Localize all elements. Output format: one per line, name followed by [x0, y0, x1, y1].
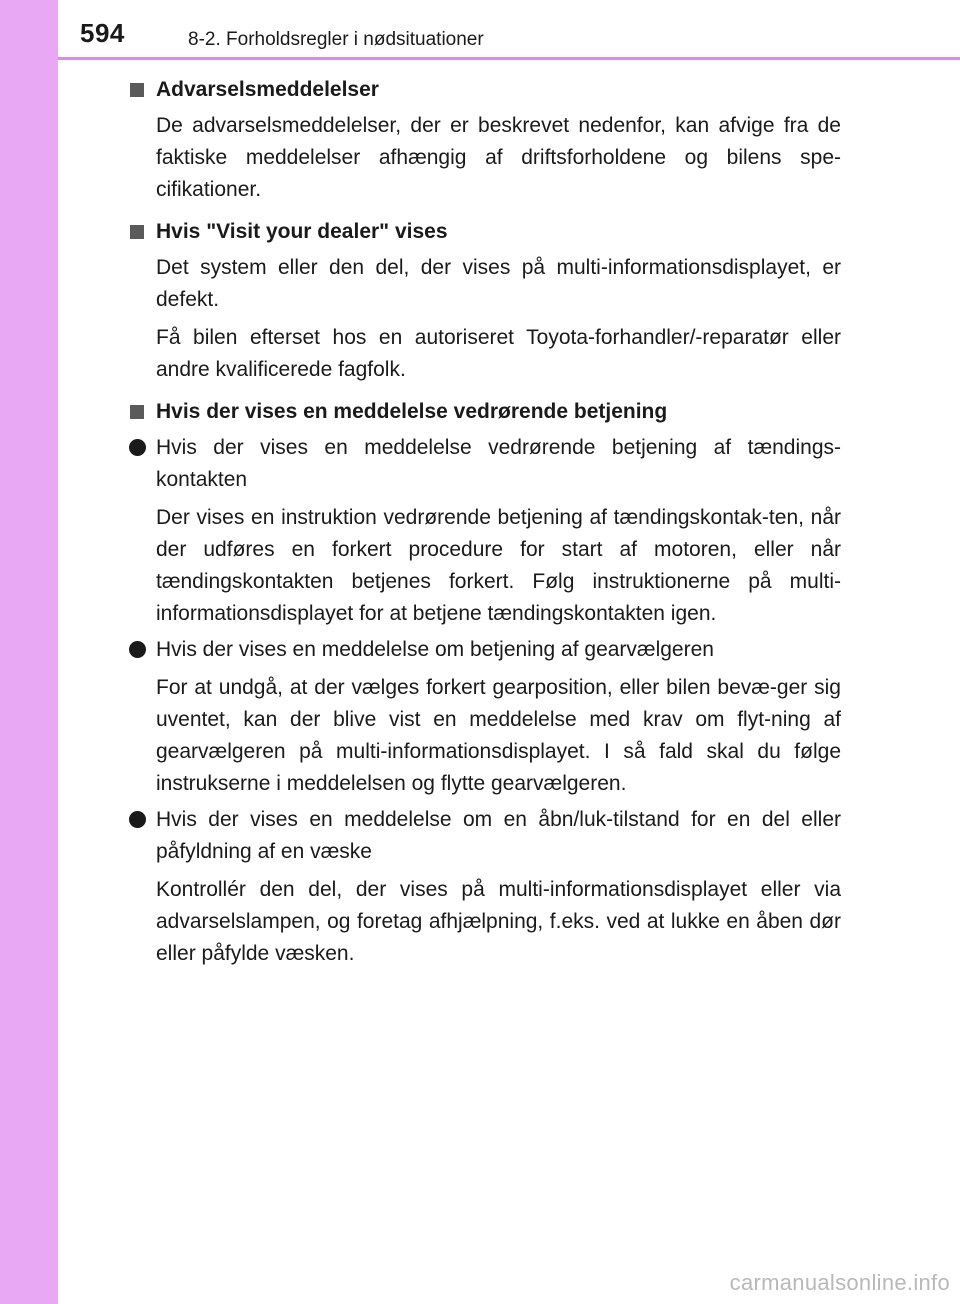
round-bullet-icon [129, 641, 146, 658]
paragraph: Kontrollér den del, der vises på multi-informationsdisplayet eller via advarselslampen, og foretag afhjælpning, f.eks. ved at lukke en åben dør eller påfylde væsken. [156, 878, 841, 965]
list-item [128, 804, 841, 868]
list-item [128, 634, 841, 666]
page-content [128, 70, 841, 970]
list-item-title: Hvis der vises en meddelelse om en åbn/luk-tilstand for en del eller påfyldning af en væske [156, 808, 841, 863]
section-title: 8-2. Forholdsregler i nødsituationer [188, 29, 484, 50]
list-item [128, 432, 841, 496]
paragraph: For at undgå, at der vælges forkert gearposition, eller bilen bevæ-ger sig uventet, kan der blive vist en meddelelse med krav om flyt-ning af gearvælgeren på multi-informationsdisplayet. I så fald skal du følge instrukserne i meddelelsen og flytte gearvælgeren. [156, 676, 841, 795]
list-item-title: Hvis der vises en meddelelse om betjening af gearvælgeren [156, 638, 714, 661]
square-bullet-icon [130, 83, 144, 97]
square-bullet-icon [130, 225, 144, 239]
section-heading [128, 216, 841, 248]
round-bullet-icon [129, 811, 146, 828]
square-bullet-icon [130, 405, 144, 419]
section-heading-text: Hvis "Visit your dealer" vises [156, 220, 448, 243]
page-header [58, 0, 960, 58]
round-bullet-icon [129, 439, 146, 456]
list-item-title: Hvis der vises en meddelelse vedrørende betjening af tændings-kontakten [156, 436, 841, 491]
section-heading [128, 74, 841, 106]
paragraph: Det system eller den del, der vises på multi-informationsdisplayet, er defekt. [156, 256, 841, 311]
section-heading [128, 396, 841, 428]
section-heading-text: Advarselsmeddelelser [156, 78, 379, 101]
chapter-tab-strip [0, 0, 58, 1304]
header-divider [58, 57, 960, 60]
watermark: carmanualsonline.info [729, 1270, 950, 1295]
paragraph: Få bilen efterset hos en autoriseret Toyota-forhandler/-reparatør eller andre kvalificerede fagfolk. [156, 326, 841, 381]
paragraph: De advarselsmeddelelser, der er beskrevet nedenfor, kan afvige fra de faktiske meddelelser afhængig af driftsforholdene og bilens spe-cifikationer. [156, 114, 841, 201]
paragraph: Der vises en instruktion vedrørende betjening af tændingskontak-ten, når der udføres en forkert procedure for start af motoren, eller når tændingskontakten betjenes forkert. Følg instruktionerne på multi-informationsdisplayet for at betjene tændingskontakten igen. [156, 506, 841, 625]
section-heading-text: Hvis der vises en meddelelse vedrørende betjening [156, 400, 668, 423]
page-number: 594 [80, 18, 125, 48]
